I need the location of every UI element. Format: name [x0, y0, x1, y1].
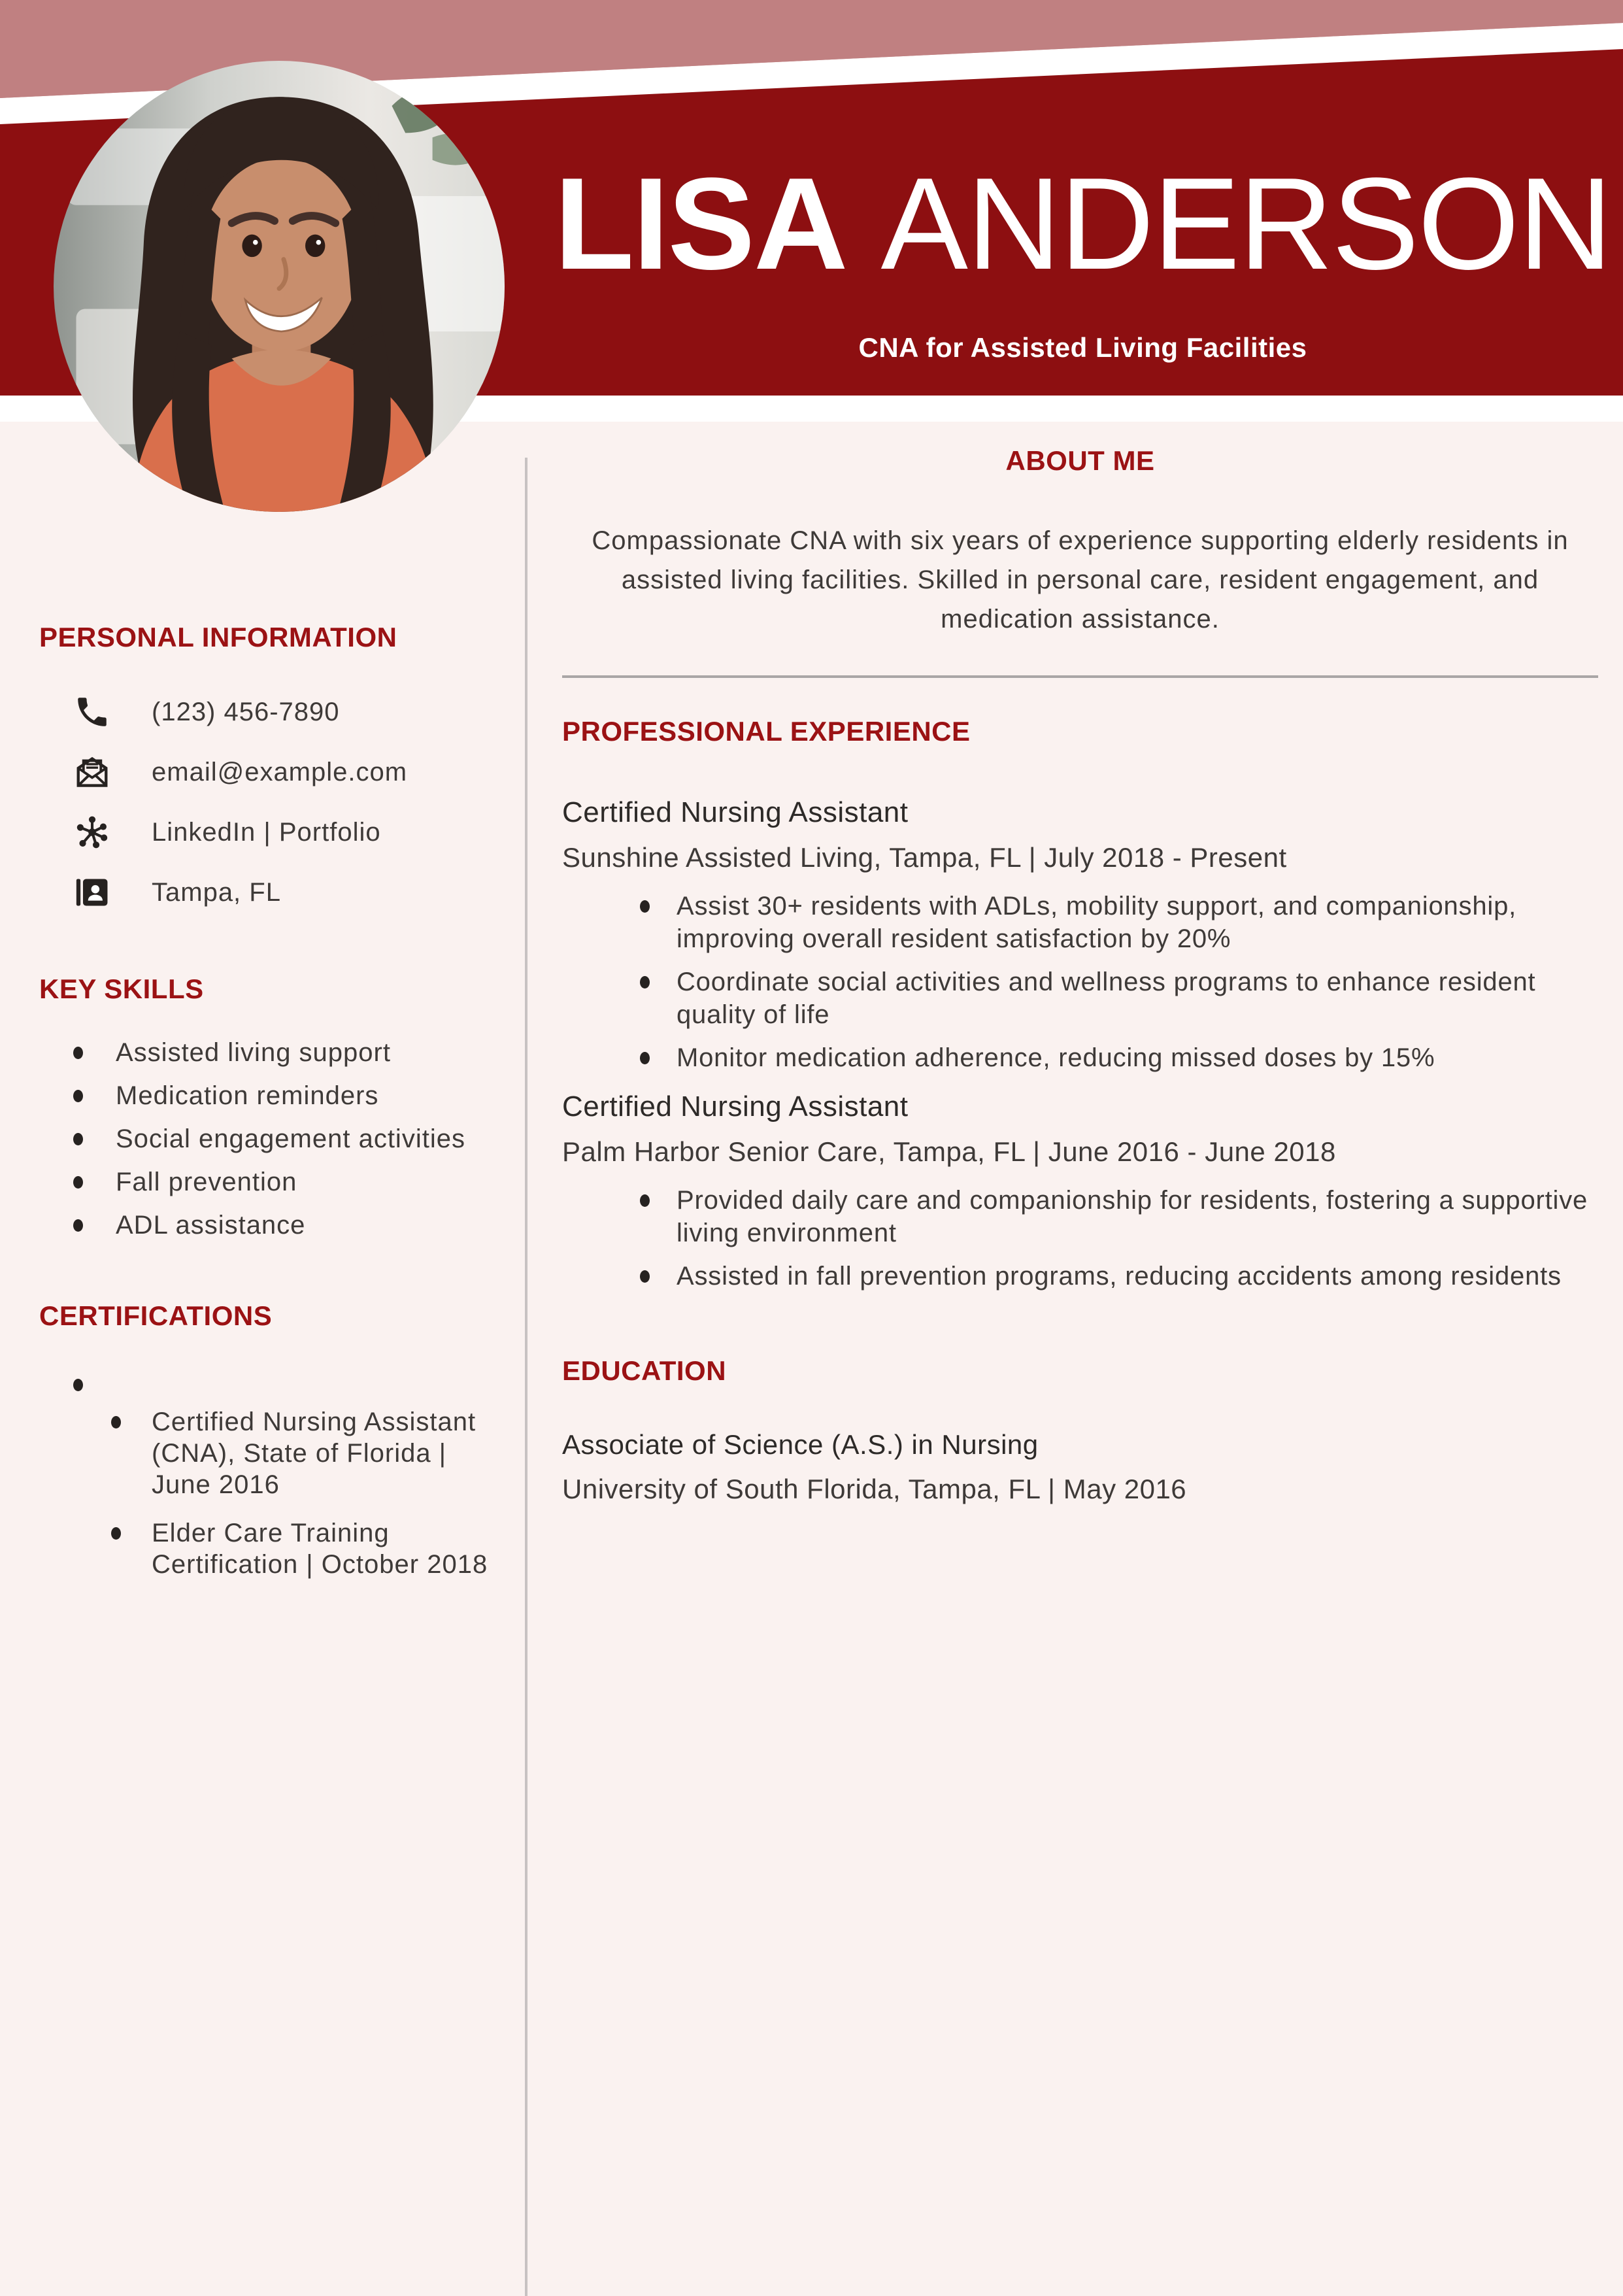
bullet-dot — [640, 1194, 650, 1207]
email-address[interactable]: email@example.com — [152, 757, 408, 786]
job-bullet-list — [562, 1184, 1598, 1292]
job-bullet-text: Assist 30+ residents with ADLs, mobility support, and companionship, improving overall resident satisfaction by 20% — [677, 892, 1517, 953]
job-bullet — [562, 1041, 1598, 1074]
bullet-dot — [73, 1047, 83, 1059]
job-title: Certified Nursing Assistant — [562, 796, 909, 828]
key-skills-title: KEY SKILLS — [39, 973, 204, 1004]
certifications-title: CERTIFICATIONS — [39, 1300, 273, 1331]
job-bullet — [562, 1260, 1598, 1292]
job-bullet-text: Coordinate social activities and wellness programs to enhance resident quality of life — [677, 968, 1536, 1029]
job-bullet — [562, 1184, 1598, 1249]
main-column — [562, 422, 1598, 1507]
phone-icon — [73, 693, 111, 731]
bullet-dot — [640, 976, 650, 988]
certification-label: Certified Nursing Assistant (CNA), State of Florida | June 2016 — [152, 1408, 477, 1499]
certifications-list — [0, 1406, 497, 1580]
professional-experience-title: PROFESSIONAL EXPERIENCE — [562, 716, 971, 747]
contact-row-links — [73, 811, 526, 853]
contact-card-icon — [73, 873, 111, 911]
bullet-dot — [640, 900, 650, 913]
bullet-dot — [73, 1133, 83, 1145]
certification-item — [0, 1406, 497, 1500]
job-bullet-text: Provided daily care and companionship for residents, fostering a supportive living environment — [677, 1186, 1588, 1247]
header-text-block — [543, 151, 1623, 363]
contact-row-phone — [73, 691, 526, 733]
job-bullet — [562, 966, 1598, 1031]
personal-information-title: PERSONAL INFORMATION — [39, 622, 397, 652]
skill-item — [0, 1031, 499, 1074]
bullet-dot — [111, 1416, 121, 1428]
job-headline: CNA for Assisted Living Facilities — [858, 332, 1307, 363]
education-degree: Associate of Science (A.S.) in Nursing — [562, 1429, 1039, 1460]
skill-label: Medication reminders — [116, 1081, 379, 1110]
skill-item — [0, 1204, 499, 1247]
bullet-dot — [73, 1176, 83, 1189]
job-title: Certified Nursing Assistant — [562, 1090, 909, 1123]
network-icon — [73, 813, 111, 851]
empty-bullet — [0, 1371, 526, 1402]
bullet-dot — [73, 1219, 83, 1232]
skill-label: ADL assistance — [116, 1211, 306, 1240]
sidebar — [0, 422, 526, 2296]
certifications-block — [0, 1371, 526, 1580]
skill-item — [0, 1074, 499, 1117]
job-bullet-text: Monitor medication adherence, reducing missed doses by 15% — [677, 1043, 1435, 1072]
bullet-dot — [640, 1052, 650, 1064]
bullet-dot — [73, 1379, 83, 1391]
education-school-line: University of South Florida, Tampa, FL | May 2016 — [562, 1474, 1187, 1504]
skill-item — [0, 1160, 499, 1204]
about-me-title: ABOUT ME — [1005, 445, 1155, 476]
education-title: EDUCATION — [562, 1355, 727, 1386]
contact-row-email — [73, 751, 526, 793]
section-divider-rule — [562, 675, 1598, 678]
key-skills-list — [0, 1031, 499, 1247]
email-icon — [73, 753, 111, 791]
skill-label: Fall prevention — [116, 1168, 297, 1196]
profile-photo — [54, 61, 505, 512]
job-bullet — [562, 890, 1598, 955]
location-text: Tampa, FL — [152, 877, 281, 907]
linkedin-portfolio-links[interactable]: LinkedIn | Portfolio — [152, 817, 381, 847]
first-name: LISA — [554, 151, 847, 297]
phone-number: (123) 456-7890 — [152, 697, 340, 726]
skill-label: Assisted living support — [116, 1038, 391, 1067]
job-company-line: Sunshine Assisted Living, Tampa, FL | July 2018 - Present — [562, 842, 1287, 873]
contact-list — [0, 691, 526, 913]
bullet-dot — [73, 1090, 83, 1102]
certification-item — [0, 1517, 497, 1580]
candidate-name — [543, 151, 1623, 297]
about-me-text: Compassionate CNA with six years of experience supporting elderly residents in assisted living facilities. Skilled in personal care, resident engagement, and medication assistance. — [592, 526, 1569, 633]
contact-row-location — [73, 871, 526, 913]
job-bullet-text: Assisted in fall prevention programs, reducing accidents among residents — [677, 1262, 1562, 1291]
certification-label: Elder Care Training Certification | October 2018 — [152, 1519, 488, 1579]
bullet-dot — [111, 1527, 121, 1540]
last-name: ANDERSON — [880, 151, 1612, 297]
bullet-dot — [640, 1270, 650, 1283]
profile-photo-illustration — [54, 61, 505, 512]
job-bullet-list — [562, 890, 1598, 1074]
skill-label: Social engagement activities — [116, 1124, 465, 1153]
job-company-line: Palm Harbor Senior Care, Tampa, FL | June 2016 - June 2018 — [562, 1136, 1336, 1167]
skill-item — [0, 1117, 499, 1160]
